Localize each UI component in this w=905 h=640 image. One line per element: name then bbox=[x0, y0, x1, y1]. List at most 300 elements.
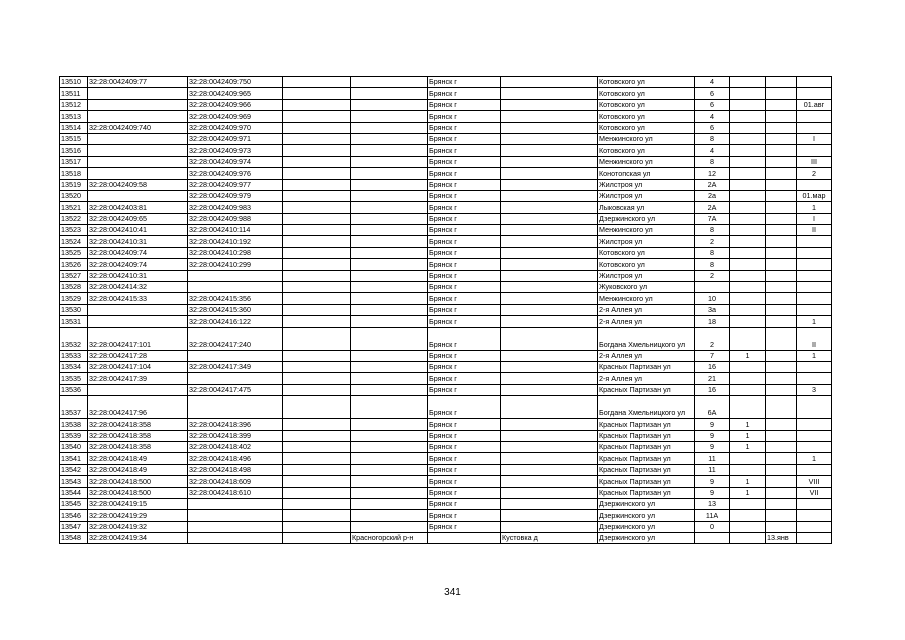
cadastral-number-parcel: 32:28:0042417:96 bbox=[88, 396, 188, 419]
house-number-cell: 6 bbox=[695, 122, 730, 133]
row-number: 13528 bbox=[60, 282, 88, 293]
date-cell bbox=[766, 145, 797, 156]
street-cell: Жуковского ул bbox=[598, 282, 695, 293]
cadastral-number-object bbox=[188, 373, 283, 384]
region-cell bbox=[351, 179, 428, 190]
cadastral-number-object: 32:28:0042409:988 bbox=[188, 213, 283, 224]
building-cell bbox=[730, 190, 766, 201]
locality-cell bbox=[501, 384, 598, 395]
row-number: 13513 bbox=[60, 111, 88, 122]
city-cell: Брянск г bbox=[428, 133, 501, 144]
region-cell bbox=[351, 282, 428, 293]
row-number: 13537 bbox=[60, 396, 88, 419]
street-cell: 2-я Аллея ул bbox=[598, 316, 695, 327]
row-number: 13517 bbox=[60, 156, 88, 167]
house-number-cell: 8 bbox=[695, 133, 730, 144]
apartment-cell bbox=[797, 282, 832, 293]
city-cell: Брянск г bbox=[428, 259, 501, 270]
district-cell bbox=[283, 316, 351, 327]
table-row bbox=[60, 202, 832, 213]
region-cell bbox=[351, 247, 428, 258]
row-number: 13544 bbox=[60, 487, 88, 498]
district-cell bbox=[283, 179, 351, 190]
cadastral-number-object: 32:28:0042409:970 bbox=[188, 122, 283, 133]
table-row bbox=[60, 133, 832, 144]
region-cell bbox=[351, 202, 428, 213]
apartment-cell bbox=[797, 510, 832, 521]
district-cell bbox=[283, 213, 351, 224]
cadastral-number-parcel: 32:28:0042417:28 bbox=[88, 350, 188, 361]
street-cell: Красных Партизан ул bbox=[598, 476, 695, 487]
table-row bbox=[60, 282, 832, 293]
apartment-cell: 1 bbox=[797, 453, 832, 464]
region-cell bbox=[351, 156, 428, 167]
date-cell bbox=[766, 247, 797, 258]
row-number: 13541 bbox=[60, 453, 88, 464]
city-cell: Брянск г bbox=[428, 304, 501, 315]
cadastral-number-object bbox=[188, 533, 283, 544]
street-cell: Котовского ул bbox=[598, 77, 695, 88]
row-number: 13512 bbox=[60, 99, 88, 110]
house-number-cell: 2 bbox=[695, 270, 730, 281]
date-cell bbox=[766, 122, 797, 133]
row-number: 13538 bbox=[60, 419, 88, 430]
locality-cell bbox=[501, 88, 598, 99]
date-cell bbox=[766, 384, 797, 395]
city-cell: Брянск г bbox=[428, 145, 501, 156]
house-number-cell: 8 bbox=[695, 225, 730, 236]
cadastral-number-object: 32:28:0042409:971 bbox=[188, 133, 283, 144]
district-cell bbox=[283, 476, 351, 487]
table-row bbox=[60, 293, 832, 304]
row-number: 13519 bbox=[60, 179, 88, 190]
row-number: 13529 bbox=[60, 293, 88, 304]
apartment-cell: VII bbox=[797, 487, 832, 498]
building-cell bbox=[730, 247, 766, 258]
locality-cell bbox=[501, 133, 598, 144]
cadastral-number-parcel: 32:28:0042417:39 bbox=[88, 373, 188, 384]
cadastral-number-parcel bbox=[88, 99, 188, 110]
row-number: 13525 bbox=[60, 247, 88, 258]
building-cell: 1 bbox=[730, 419, 766, 430]
apartment-cell bbox=[797, 179, 832, 190]
street-cell: Дзержинского ул bbox=[598, 213, 695, 224]
city-cell: Брянск г bbox=[428, 453, 501, 464]
building-cell bbox=[730, 498, 766, 509]
apartment-cell: I bbox=[797, 133, 832, 144]
table-row bbox=[60, 498, 832, 509]
date-cell bbox=[766, 282, 797, 293]
apartment-cell: II bbox=[797, 225, 832, 236]
table-row bbox=[60, 327, 832, 350]
cadastral-number-object: 32:28:0042410:298 bbox=[188, 247, 283, 258]
district-cell bbox=[283, 156, 351, 167]
building-cell bbox=[730, 156, 766, 167]
region-cell bbox=[351, 498, 428, 509]
date-cell bbox=[766, 293, 797, 304]
house-number-cell: 0 bbox=[695, 521, 730, 532]
house-number-cell: 2А bbox=[695, 202, 730, 213]
region-cell bbox=[351, 88, 428, 99]
city-cell: Брянск г bbox=[428, 476, 501, 487]
house-number-cell: 2 bbox=[695, 327, 730, 350]
locality-cell bbox=[501, 304, 598, 315]
cadastral-number-object: 32:28:0042409:750 bbox=[188, 77, 283, 88]
cadastral-number-object: 32:28:0042417:475 bbox=[188, 384, 283, 395]
row-number: 13531 bbox=[60, 316, 88, 327]
row-number: 13527 bbox=[60, 270, 88, 281]
district-cell bbox=[283, 453, 351, 464]
cadastral-number-parcel bbox=[88, 168, 188, 179]
locality-cell bbox=[501, 190, 598, 201]
street-cell: 2-я Аллея ул bbox=[598, 350, 695, 361]
house-number-cell: 7А bbox=[695, 213, 730, 224]
table-row bbox=[60, 190, 832, 201]
table-row bbox=[60, 236, 832, 247]
date-cell bbox=[766, 361, 797, 372]
table-row bbox=[60, 77, 832, 88]
district-cell bbox=[283, 487, 351, 498]
house-number-cell: 16 bbox=[695, 361, 730, 372]
locality-cell bbox=[501, 316, 598, 327]
district-cell bbox=[283, 282, 351, 293]
table-row bbox=[60, 487, 832, 498]
city-cell: Брянск г bbox=[428, 441, 501, 452]
cadastral-number-object bbox=[188, 521, 283, 532]
region-cell bbox=[351, 293, 428, 304]
apartment-cell: 1 bbox=[797, 350, 832, 361]
date-cell bbox=[766, 156, 797, 167]
apartment-cell bbox=[797, 236, 832, 247]
cadastral-number-parcel bbox=[88, 316, 188, 327]
cadastral-number-parcel: 32:28:0042417:101 bbox=[88, 327, 188, 350]
district-cell bbox=[283, 430, 351, 441]
region-cell bbox=[351, 270, 428, 281]
region-cell bbox=[351, 487, 428, 498]
building-cell: 1 bbox=[730, 487, 766, 498]
row-number: 13514 bbox=[60, 122, 88, 133]
row-number: 13520 bbox=[60, 190, 88, 201]
date-cell bbox=[766, 316, 797, 327]
cadastral-number-parcel: 32:28:0042419:32 bbox=[88, 521, 188, 532]
row-number: 13547 bbox=[60, 521, 88, 532]
district-cell bbox=[283, 133, 351, 144]
house-number-cell: 9 bbox=[695, 487, 730, 498]
region-cell bbox=[351, 327, 428, 350]
cadastral-number-object bbox=[188, 498, 283, 509]
city-cell: Брянск г bbox=[428, 77, 501, 88]
cadastral-number-parcel: 32:28:0042415:33 bbox=[88, 293, 188, 304]
house-number-cell: 21 bbox=[695, 373, 730, 384]
cadastral-number-parcel: 32:28:0042419:34 bbox=[88, 533, 188, 544]
cadastral-number-parcel: 32:28:0042409:65 bbox=[88, 213, 188, 224]
apartment-cell bbox=[797, 373, 832, 384]
street-cell: Котовского ул bbox=[598, 88, 695, 99]
locality-cell bbox=[501, 487, 598, 498]
table-row bbox=[60, 156, 832, 167]
cadastral-number-object: 32:28:0042418:610 bbox=[188, 487, 283, 498]
locality-cell bbox=[501, 510, 598, 521]
street-cell: Дзержинского ул bbox=[598, 533, 695, 544]
region-cell bbox=[351, 441, 428, 452]
locality-cell bbox=[501, 156, 598, 167]
apartment-cell bbox=[797, 247, 832, 258]
city-cell: Брянск г bbox=[428, 168, 501, 179]
apartment-cell bbox=[797, 521, 832, 532]
locality-cell bbox=[501, 373, 598, 384]
street-cell: Красных Партизан ул bbox=[598, 430, 695, 441]
locality-cell bbox=[501, 247, 598, 258]
district-cell bbox=[283, 122, 351, 133]
cadastral-number-object: 32:28:0042409:974 bbox=[188, 156, 283, 167]
cadastral-number-parcel: 32:28:0042418:49 bbox=[88, 453, 188, 464]
row-number: 13524 bbox=[60, 236, 88, 247]
region-cell bbox=[351, 373, 428, 384]
date-cell bbox=[766, 236, 797, 247]
date-cell bbox=[766, 430, 797, 441]
table-row bbox=[60, 396, 832, 419]
house-number-cell: 11 bbox=[695, 464, 730, 475]
building-cell bbox=[730, 396, 766, 419]
city-cell: Брянск г bbox=[428, 270, 501, 281]
row-number: 13530 bbox=[60, 304, 88, 315]
building-cell bbox=[730, 384, 766, 395]
apartment-cell bbox=[797, 259, 832, 270]
building-cell bbox=[730, 373, 766, 384]
street-cell: Жилстроя ул bbox=[598, 236, 695, 247]
building-cell bbox=[730, 533, 766, 544]
city-cell: Брянск г bbox=[428, 156, 501, 167]
table-row bbox=[60, 247, 832, 258]
house-number-cell: 8 bbox=[695, 156, 730, 167]
region-cell bbox=[351, 122, 428, 133]
district-cell bbox=[283, 247, 351, 258]
region-cell bbox=[351, 190, 428, 201]
district-cell bbox=[283, 202, 351, 213]
cadastral-number-object: 32:28:0042409:965 bbox=[188, 88, 283, 99]
city-cell: Брянск г bbox=[428, 327, 501, 350]
locality-cell bbox=[501, 396, 598, 419]
locality-cell bbox=[501, 361, 598, 372]
house-number-cell: 11 bbox=[695, 453, 730, 464]
locality-cell bbox=[501, 225, 598, 236]
region-cell bbox=[351, 213, 428, 224]
street-cell: Менжинского ул bbox=[598, 225, 695, 236]
cadastral-number-object: 32:28:0042409:966 bbox=[188, 99, 283, 110]
cadastral-number-parcel: 32:28:0042414:32 bbox=[88, 282, 188, 293]
house-number-cell: 6А bbox=[695, 396, 730, 419]
date-cell bbox=[766, 498, 797, 509]
date-cell bbox=[766, 202, 797, 213]
region-cell bbox=[351, 350, 428, 361]
city-cell: Брянск г bbox=[428, 396, 501, 419]
locality-cell bbox=[501, 441, 598, 452]
house-number-cell: 18 bbox=[695, 316, 730, 327]
city-cell: Брянск г bbox=[428, 236, 501, 247]
street-cell: Котовского ул bbox=[598, 259, 695, 270]
region-cell bbox=[351, 316, 428, 327]
cadastral-number-parcel: 32:28:0042409:77 bbox=[88, 77, 188, 88]
apartment-cell: I bbox=[797, 213, 832, 224]
row-number: 13518 bbox=[60, 168, 88, 179]
region-cell bbox=[351, 133, 428, 144]
house-number-cell: 3а bbox=[695, 304, 730, 315]
cadastral-number-parcel: 32:28:0042409:58 bbox=[88, 179, 188, 190]
city-cell: Брянск г bbox=[428, 111, 501, 122]
table-row bbox=[60, 430, 832, 441]
region-cell bbox=[351, 419, 428, 430]
district-cell bbox=[283, 225, 351, 236]
building-cell bbox=[730, 133, 766, 144]
district-cell bbox=[283, 88, 351, 99]
date-cell bbox=[766, 99, 797, 110]
table-row bbox=[60, 225, 832, 236]
locality-cell bbox=[501, 476, 598, 487]
street-cell: Лыковская ул bbox=[598, 202, 695, 213]
building-cell bbox=[730, 361, 766, 372]
locality-cell bbox=[501, 213, 598, 224]
city-cell: Брянск г bbox=[428, 190, 501, 201]
locality-cell bbox=[501, 236, 598, 247]
region-cell bbox=[351, 225, 428, 236]
house-number-cell: 9 bbox=[695, 419, 730, 430]
apartment-cell bbox=[797, 145, 832, 156]
street-cell: Красных Партизан ул bbox=[598, 487, 695, 498]
street-cell: Красных Партизан ул bbox=[598, 361, 695, 372]
table-row bbox=[60, 304, 832, 315]
row-number: 13548 bbox=[60, 533, 88, 544]
table-row bbox=[60, 350, 832, 361]
building-cell bbox=[730, 259, 766, 270]
city-cell: Брянск г bbox=[428, 282, 501, 293]
table-row bbox=[60, 361, 832, 372]
cadastral-number-object: 32:28:0042418:396 bbox=[188, 419, 283, 430]
building-cell bbox=[730, 179, 766, 190]
district-cell bbox=[283, 293, 351, 304]
city-cell: Брянск г bbox=[428, 498, 501, 509]
date-cell bbox=[766, 327, 797, 350]
house-number-cell: 2 bbox=[695, 236, 730, 247]
row-number: 13521 bbox=[60, 202, 88, 213]
cadastral-number-parcel bbox=[88, 111, 188, 122]
cadastral-number-parcel: 32:28:0042418:358 bbox=[88, 430, 188, 441]
date-cell bbox=[766, 179, 797, 190]
date-cell bbox=[766, 190, 797, 201]
district-cell bbox=[283, 77, 351, 88]
house-number-cell: 4 bbox=[695, 145, 730, 156]
table-row bbox=[60, 453, 832, 464]
street-cell: Дзержинского ул bbox=[598, 498, 695, 509]
row-number: 13522 bbox=[60, 213, 88, 224]
street-cell: Красных Партизан ул bbox=[598, 453, 695, 464]
city-cell: Брянск г bbox=[428, 88, 501, 99]
region-cell bbox=[351, 430, 428, 441]
house-number-cell: 11А bbox=[695, 510, 730, 521]
house-number-cell bbox=[695, 282, 730, 293]
apartment-cell bbox=[797, 464, 832, 475]
building-cell bbox=[730, 122, 766, 133]
row-number: 13526 bbox=[60, 259, 88, 270]
house-number-cell: 6 bbox=[695, 88, 730, 99]
street-cell: Богдана Хмельницкого ул bbox=[598, 396, 695, 419]
cadastral-number-parcel: 32:28:0042409:74 bbox=[88, 259, 188, 270]
apartment-cell bbox=[797, 122, 832, 133]
date-cell bbox=[766, 213, 797, 224]
building-cell bbox=[730, 304, 766, 315]
street-cell: Жилстроя ул bbox=[598, 179, 695, 190]
locality-cell bbox=[501, 419, 598, 430]
cadastral-number-parcel: 32:28:0042409:74 bbox=[88, 247, 188, 258]
region-cell bbox=[351, 259, 428, 270]
table-row bbox=[60, 373, 832, 384]
city-cell: Брянск г bbox=[428, 521, 501, 532]
apartment-cell: 1 bbox=[797, 316, 832, 327]
street-cell: Жилстроя ул bbox=[598, 190, 695, 201]
date-cell bbox=[766, 476, 797, 487]
row-number: 13546 bbox=[60, 510, 88, 521]
cadastral-number-object: 32:28:0042410:299 bbox=[188, 259, 283, 270]
cadastral-number-parcel: 32:28:0042418:500 bbox=[88, 476, 188, 487]
cadastral-number-object: 32:28:0042409:983 bbox=[188, 202, 283, 213]
table-row bbox=[60, 179, 832, 190]
date-cell bbox=[766, 510, 797, 521]
building-cell bbox=[730, 453, 766, 464]
cadastral-number-object: 32:28:0042409:969 bbox=[188, 111, 283, 122]
locality-cell bbox=[501, 282, 598, 293]
apartment-cell bbox=[797, 441, 832, 452]
date-cell bbox=[766, 270, 797, 281]
apartment-cell bbox=[797, 498, 832, 509]
street-cell: Менжинского ул bbox=[598, 133, 695, 144]
locality-cell bbox=[501, 430, 598, 441]
table-row bbox=[60, 533, 832, 544]
building-cell bbox=[730, 77, 766, 88]
cadastral-number-parcel bbox=[88, 145, 188, 156]
date-cell bbox=[766, 77, 797, 88]
date-cell bbox=[766, 88, 797, 99]
table-row bbox=[60, 316, 832, 327]
region-cell bbox=[351, 145, 428, 156]
street-cell: Котовского ул bbox=[598, 145, 695, 156]
row-number: 13510 bbox=[60, 77, 88, 88]
district-cell bbox=[283, 145, 351, 156]
table-row bbox=[60, 145, 832, 156]
page-number: 341 bbox=[444, 587, 461, 598]
date-cell bbox=[766, 464, 797, 475]
cadastral-number-object: 32:28:0042418:399 bbox=[188, 430, 283, 441]
apartment-cell: VIII bbox=[797, 476, 832, 487]
city-cell: Брянск г bbox=[428, 225, 501, 236]
locality-cell bbox=[501, 145, 598, 156]
locality-cell bbox=[501, 111, 598, 122]
cadastral-number-parcel: 32:28:0042419:15 bbox=[88, 498, 188, 509]
table-row bbox=[60, 259, 832, 270]
row-number: 13516 bbox=[60, 145, 88, 156]
house-number-cell: 8 bbox=[695, 259, 730, 270]
street-cell: Красных Партизан ул bbox=[598, 441, 695, 452]
apartment-cell bbox=[797, 396, 832, 419]
row-number: 13539 bbox=[60, 430, 88, 441]
cadastral-number-parcel bbox=[88, 156, 188, 167]
row-number: 13523 bbox=[60, 225, 88, 236]
cadastral-number-object: 32:28:0042415:360 bbox=[188, 304, 283, 315]
row-number: 13532 bbox=[60, 327, 88, 350]
table-row bbox=[60, 88, 832, 99]
street-cell: Дзержинского ул bbox=[598, 510, 695, 521]
apartment-cell: 3 bbox=[797, 384, 832, 395]
apartment-cell bbox=[797, 77, 832, 88]
house-number-cell: 7 bbox=[695, 350, 730, 361]
